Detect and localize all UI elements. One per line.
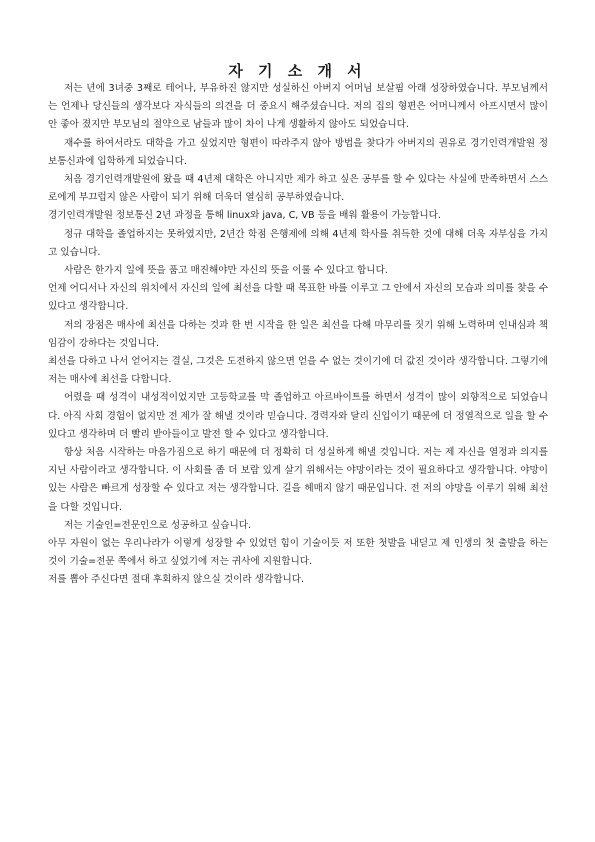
document-body xyxy=(48,80,548,590)
paragraph: 재수를 하여서라도 대학을 가고 싶었지만 형편이 따라주지 않아 방법을 찾다가 아버지의 권유로 경기인력개발원 정보통신과에 입학하게 되었습니다. xyxy=(48,137,548,167)
paragraph: 언제 어디서나 자신의 위치에서 자신의 일에 최선을 다할 때 목표한 바를 이루고 그 안에서 자신의 모습과 의미를 찾을 수 있다고 생각합니다. xyxy=(48,283,548,313)
paragraph: 아무 자원이 없는 우리나라가 이렇게 성장할 수 있었던 힘이 기술이듯 저 또한 첫발을 내딛고 제 인생의 첫 출발을 하는 것이 기술=전문 쪽에서 하고 싶었기에 저는 귀사에 지원합니다. xyxy=(48,538,548,568)
paragraph: 경기인력개발원 정보통신 2년 과정을 통해 linux와 java, C, VB 등을 배워 활용이 가능합니다. xyxy=(48,210,441,222)
paragraph: 처음 경기인력개발원에 왔을 때 4년제 대학은 아니지만 제가 하고 싶은 공부를 할 수 있다는 사실에 만족하면서 스스로에게 부끄럽지 않은 사람이 되기 위해 더욱더 열심히 공부하였습니다. xyxy=(48,174,548,204)
paragraph: 사람은 한가지 일에 뜻을 품고 매진해야만 자신의 뜻을 이룰 수 있다고 합니다. xyxy=(64,265,388,277)
paragraph: 저를 뽑아 주신다면 절대 후회하지 않으실 것이라 생각합니다. xyxy=(48,574,305,586)
paragraph: 어렸을 때 성격이 내성적이었지만 고등학교를 막 졸업하고 아르바이트를 하면서 성격이 많이 외향적으로 되었습니다. 아직 사회 경험이 없지만 전 제가 잘 해낼 것이라 믿습니다. 경력자와 달리 신입이기 때문에 더 정열적으로 일을 할 수 있다고 생각하며 더 빨리 받아들이고 발전 할 수 있다고 생각합니다. xyxy=(48,392,548,440)
document-title: 자 기 소 개 서 xyxy=(228,62,367,80)
paragraph: 저는 기술인=전문인으로 성공하고 싶습니다. xyxy=(64,519,252,531)
paragraph: 정규 대학을 졸업하지는 못하였지만, 2년간 학점 은행제에 의해 4년제 학사를 취득한 것에 대해 더욱 자부심을 가지고 있습니다. xyxy=(48,228,548,258)
paragraph: 최선을 다하고 나서 얻어지는 결실, 그것은 도전하지 않으면 얻을 수 없는 것이기에 더 값진 것이라 생각합니다. 그렇기에 저는 매사에 최선을 다합니다. xyxy=(48,356,548,386)
paragraph: 항상 처음 시작하는 마음가짐으로 하기 때문에 더 정확히 더 성실하게 해낼 것입니다. 저는 제 자신을 열정과 의지를 지닌 사람이라고 생각합니다. 이 사회를 좀 더 보람 있게 살기 위해서는 야망이라는 것이 필요하다고 생각합니다. 야망이 있는 사람은 빠르게 성장할 수 있다고 저는 생각합니다. 길을 헤매지 않기 때문입니다. 전 저의 야망을 이루기 위해 최선을 다할 것입니다. xyxy=(48,447,548,513)
paragraph: 저의 장점은 매사에 최선을 다하는 것과 한 번 시작을 한 일은 최선을 다해 마무리를 짓기 위해 노력하며 인내심과 책임감이 강하다는 것입니다. xyxy=(48,319,548,349)
paragraph: 저는 년에 3녀중 3째로 테어나, 부유하진 않지만 성실하신 아버지 어머님 보살핌 아래 성장하였습니다. 부모님께서는 언제나 당신들의 생각보다 자식들의 의견을 더 중요시 해주셨습니다. 저의 집의 형편은 어머니께서 아프시면서 많이 안 좋아 졌지만 부모님의 절약으로 남들과 많이 차이 나게 생활하지 않아도 되었습니다. xyxy=(48,83,548,131)
